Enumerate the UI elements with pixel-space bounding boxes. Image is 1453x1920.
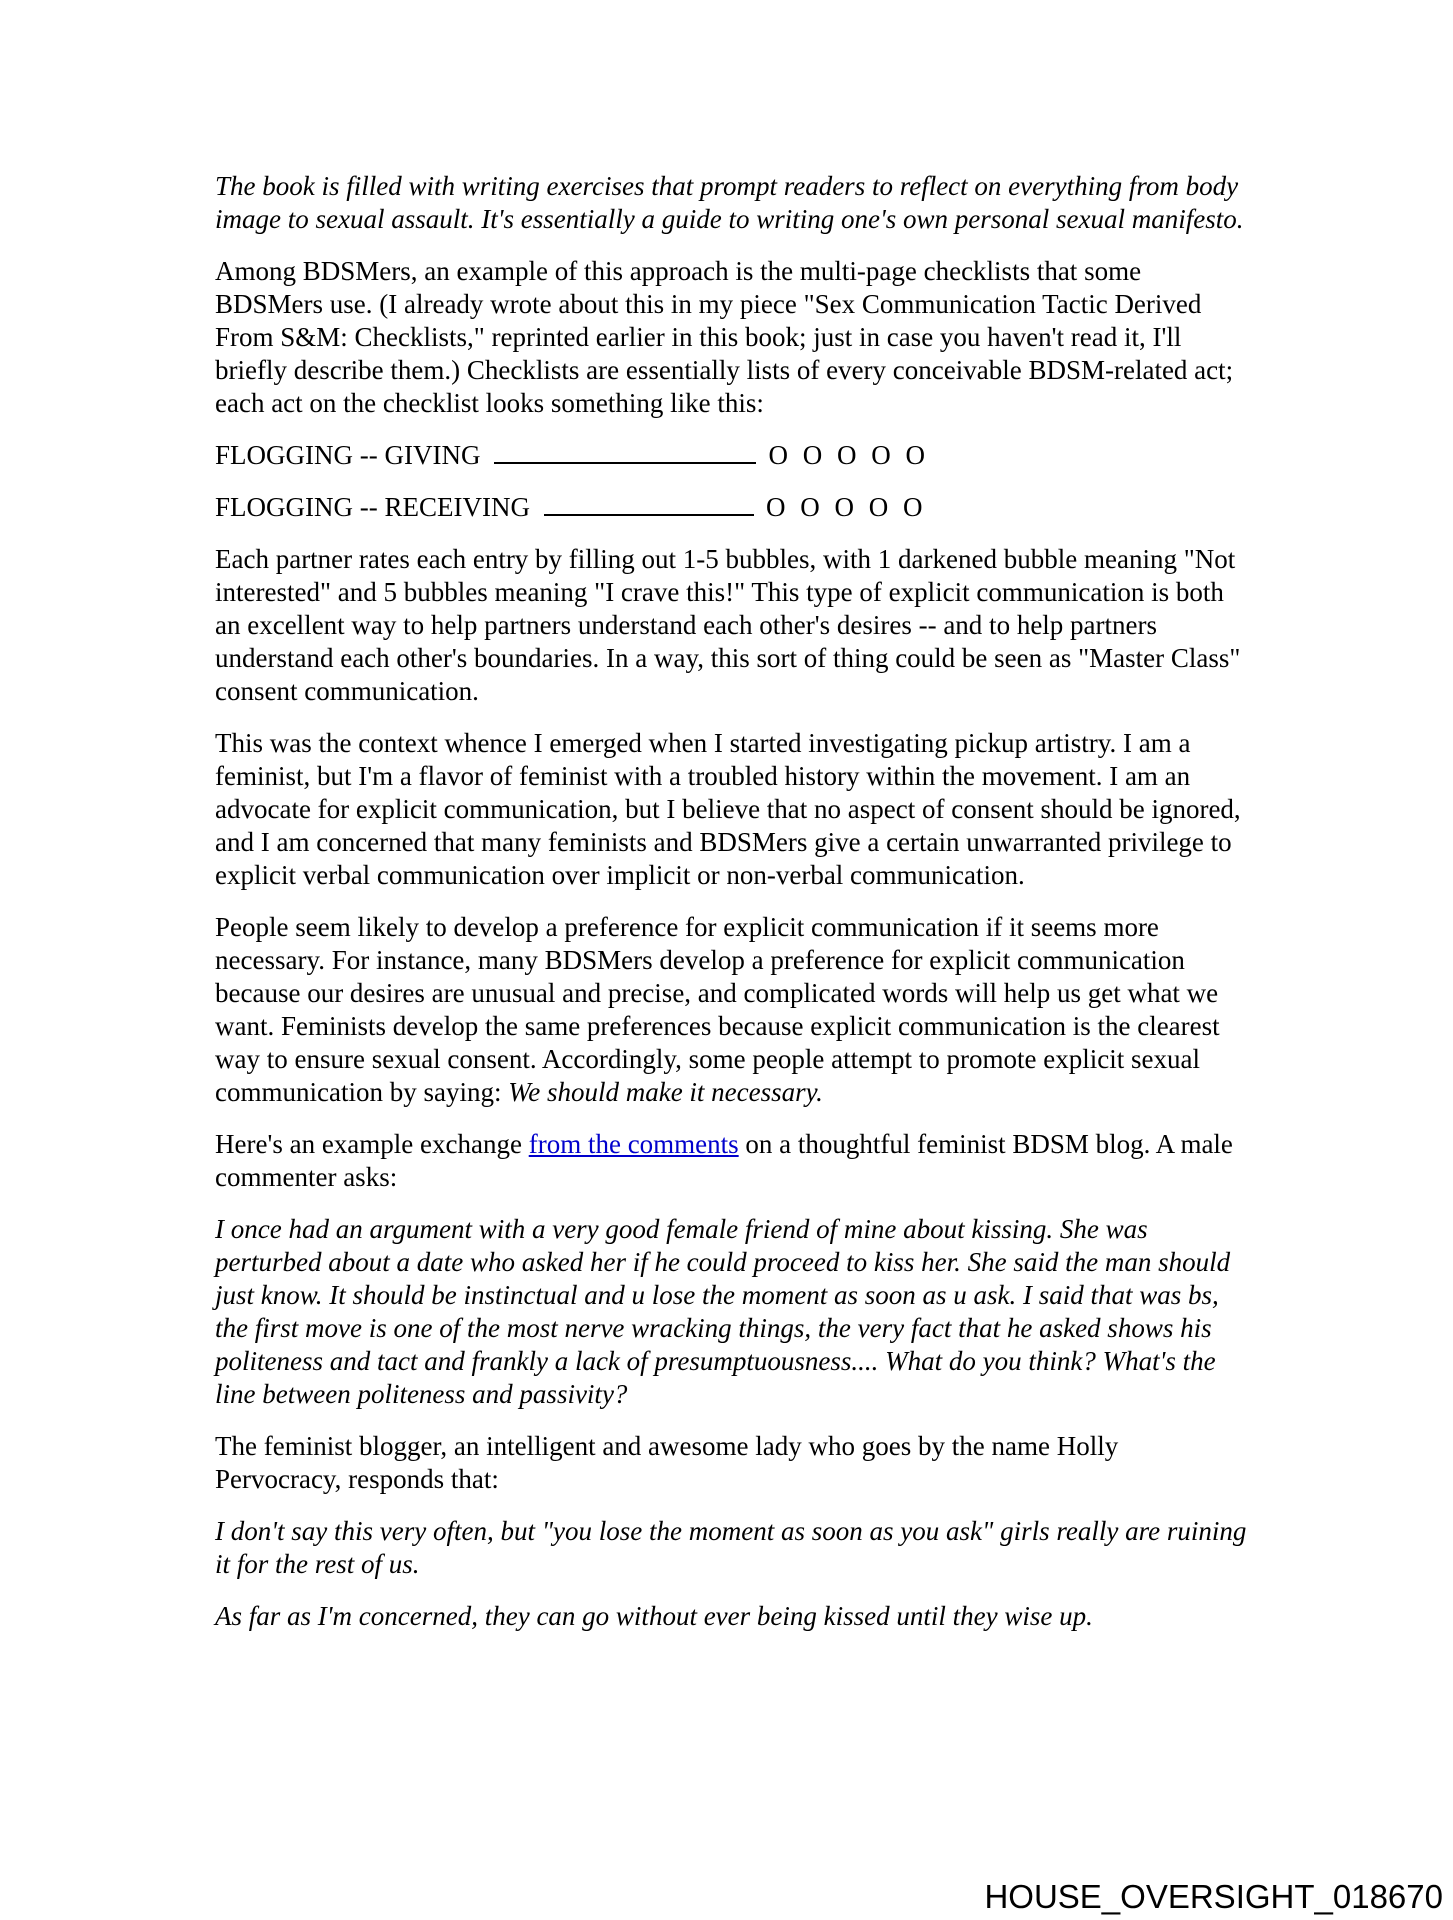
example-text-before-link: Here's an example exchange [215, 1129, 529, 1159]
intro-quote-paragraph: The book is filled with writing exercises that prompt readers to reflect on everything from body image to sexual assault. It's essentially a guide to writing one's own personal sexual manifesto. [215, 171, 1244, 234]
bates-number: HOUSE_OVERSIGHT_018670 [984, 1878, 1443, 1915]
rating-bubbles: O O O O O [768, 440, 929, 470]
example-exchange-paragraph [215, 1128, 1250, 1194]
preference-paragraph-lead: People seem likely to develop a preference for explicit communication if it seems more necessary. For instance, many BDSMers develop a preference for explicit communication because our desires are unusual and precise, and complicated words will help us get what we want. Feminists develop the same preferences because explicit communication is the clearest way to ensure sexual consent. Accordingly, some people attempt to promote explicit sexual communication by saying: [215, 912, 1220, 1107]
checklist-label-giving: FLOGGING -- GIVING [215, 440, 481, 470]
example-text-after-link: on a thoughtful feminist BDSM blog. A male commenter asks: [215, 1129, 1233, 1192]
preference-paragraph [215, 911, 1250, 1109]
blogger-quote-1: I don't say this very often, but "you lose the moment as soon as you ask" girls really are ruining it for the rest of us. [215, 1516, 1247, 1579]
blogger-intro-paragraph: The feminist blogger, an intelligent and awesome lady who goes by the name Holly Pervocracy, responds that: [215, 1431, 1119, 1494]
rating-bubbles: O O O O O [765, 492, 927, 522]
checklist-row-receiving [215, 491, 1250, 524]
male-commenter-quote: I once had an argument with a very good female friend of mine about kissing. She was perturbed about a date who asked her if he could proceed to kiss her. She said the man should just know. It should be instinctual and u lose the moment as soon as u ask. I said that was bs, the first move is one of the most nerve wracking things, the very fact that he asked shows his politeness and tact and frankly a lack of presumptuousness.... What do you think? What's the line between politeness and passivity? [215, 1214, 1231, 1409]
blank-line [494, 458, 756, 464]
rating-explanation-paragraph: Each partner rates each entry by filling out 1-5 bubbles, with 1 darkened bubble meaning "Not interested" and 5 bubbles meaning "I crave this!" This type of explicit communication is both an excellent way to help partners understand each other's desires -- and to help partners understand each other's boundaries. In a way, this sort of thing could be seen as "Master Class" consent communication. [215, 544, 1241, 706]
context-paragraph: This was the context whence I emerged when I started investigating pickup artistry. I am a feminist, but I'm a flavor of feminist with a troubled history within the movement. I am an advocate for explicit communication, but I believe that no aspect of consent should be ignored, and I am concerned that many feminists and BDSMers give a certain unwarranted privilege to explicit verbal communication over implicit or non-verbal communication. [215, 728, 1241, 890]
preference-paragraph-emphasis: We should make it necessary. [508, 1077, 823, 1107]
from-the-comments-link[interactable]: from the comments [528, 1129, 739, 1159]
among-bdsmers-paragraph: Among BDSMers, an example of this approach is the multi-page checklists that some BDSMers use. (I already wrote about this in my piece "Sex Communication Tactic Derived From S&M: Checklists," reprinted earlier in this book; just in case you haven't read it, I'll briefly describe them.) Checklists are essentially lists of every conceivable BDSM-related act; each act on the checklist looks something like this: [215, 256, 1234, 418]
checklist-label-receiving: FLOGGING -- RECEIVING [215, 492, 530, 522]
blank-line [544, 510, 754, 516]
document-page [215, 170, 1250, 1652]
checklist-row-giving [215, 439, 1250, 472]
blogger-quote-2: As far as I'm concerned, they can go without ever being kissed until they wise up. [215, 1601, 1093, 1631]
